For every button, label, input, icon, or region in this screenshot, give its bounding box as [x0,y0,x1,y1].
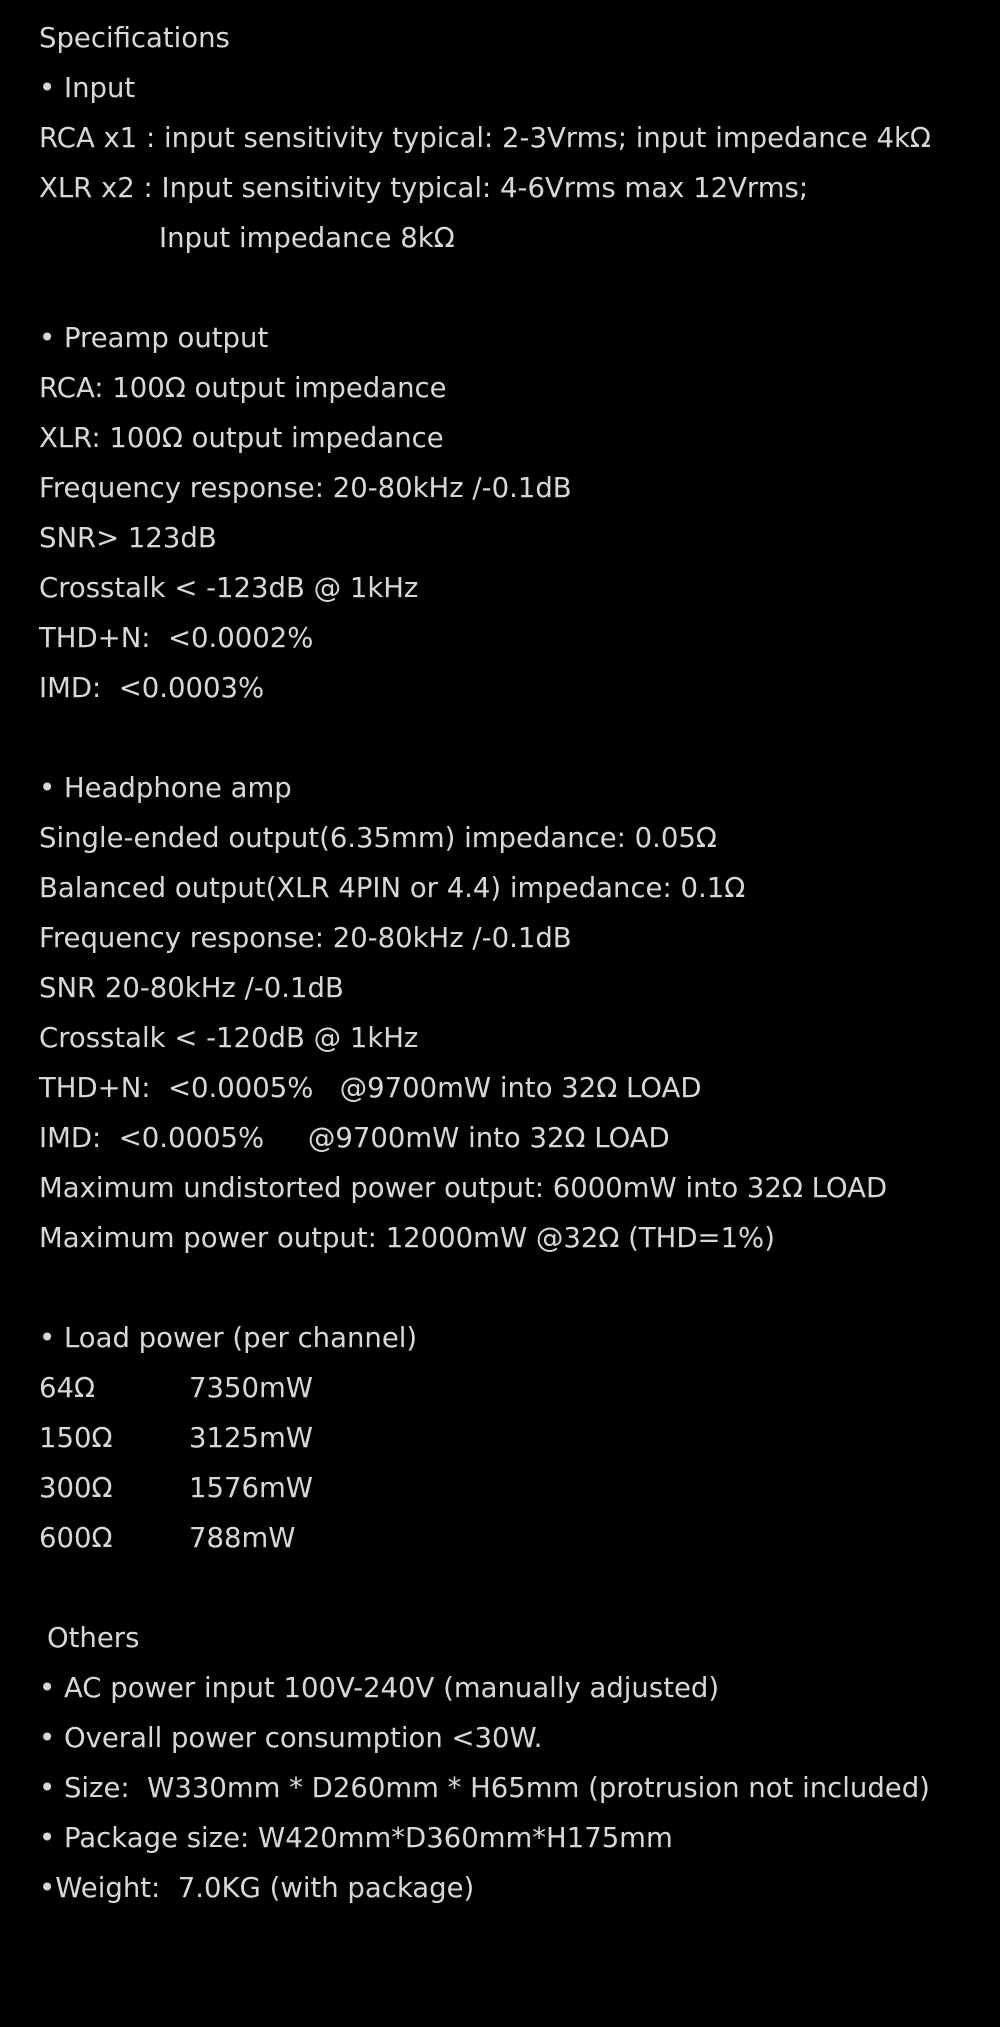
spec-line: RCA: 100Ω output impedance [39,372,447,404]
load-impedance: 300Ω [39,1472,113,1504]
spacer [39,1567,989,1617]
load-power-row [39,1367,989,1417]
section-heading-input: • Input [39,72,136,104]
spec-line: •Weight: 7.0KG (with package) [39,1872,475,1904]
load-power-row [39,1417,989,1467]
section-heading-preamp: • Preamp output [39,322,269,354]
spec-line: Frequency response: 20-80kHz /-0.1dB [39,922,572,954]
spec-line: Crosstalk < -120dB @ 1kHz [39,1022,419,1054]
spec-line: • Overall power consumption <30W. [39,1722,543,1754]
spec-line: Balanced output(XLR 4PIN or 4.4) impedance: 0.1Ω [39,872,746,904]
load-impedance: 64Ω [39,1372,96,1404]
spec-line-rca-input: RCA x1 : input sensitivity typical: 2-3Vrms; input impedance 4kΩ [39,122,931,154]
spec-line: • Package size: W420mm*D360mm*H175mm [39,1822,673,1854]
load-power-value: 3125mW [189,1422,313,1454]
spec-line: Frequency response: 20-80kHz /-0.1dB [39,472,572,504]
spec-line-xlr-impedance: Input impedance 8kΩ [159,222,455,254]
load-impedance: 150Ω [39,1422,113,1454]
spec-line: Single-ended output(6.35mm) impedance: 0.05Ω [39,822,717,854]
spec-line: THD+N: <0.0005% @9700mW into 32Ω LOAD [39,1072,702,1104]
specifications-document [39,17,989,1917]
spec-line: IMD: <0.0005% @9700mW into 32Ω LOAD [39,1122,670,1154]
spec-line-xlr-input: XLR x2 : Input sensitivity typical: 4-6Vrms max 12Vrms; [39,172,809,204]
spec-line: SNR 20-80kHz /-0.1dB [39,972,344,1004]
load-power-value: 788mW [189,1522,296,1554]
section-heading-load-power: • Load power (per channel) [39,1322,418,1354]
spec-line: SNR> 123dB [39,522,217,554]
spec-line: Maximum undistorted power output: 6000mW into 32Ω LOAD [39,1172,888,1204]
section-heading-headphone: • Headphone amp [39,772,292,804]
spacer [39,717,989,767]
load-power-row [39,1467,989,1517]
spec-line: Maximum power output: 12000mW @32Ω (THD=1%) [39,1222,775,1254]
spacer [39,267,989,317]
load-power-value: 1576mW [189,1472,313,1504]
load-power-value: 7350mW [189,1372,313,1404]
section-heading-others: Others [47,1622,140,1654]
load-impedance: 600Ω [39,1522,113,1554]
spec-line: • Size: W330mm * D260mm * H65mm (protrusion not included) [39,1772,930,1804]
spec-line: Crosstalk < -123dB @ 1kHz [39,572,419,604]
page-title: Specifications [39,22,230,54]
spec-line: THD+N: <0.0002% [39,622,314,654]
load-power-row [39,1517,989,1567]
spec-line: IMD: <0.0003% [39,672,265,704]
spacer [39,1267,989,1317]
spec-line: • AC power input 100V-240V (manually adjusted) [39,1672,720,1704]
spec-line: XLR: 100Ω output impedance [39,422,444,454]
